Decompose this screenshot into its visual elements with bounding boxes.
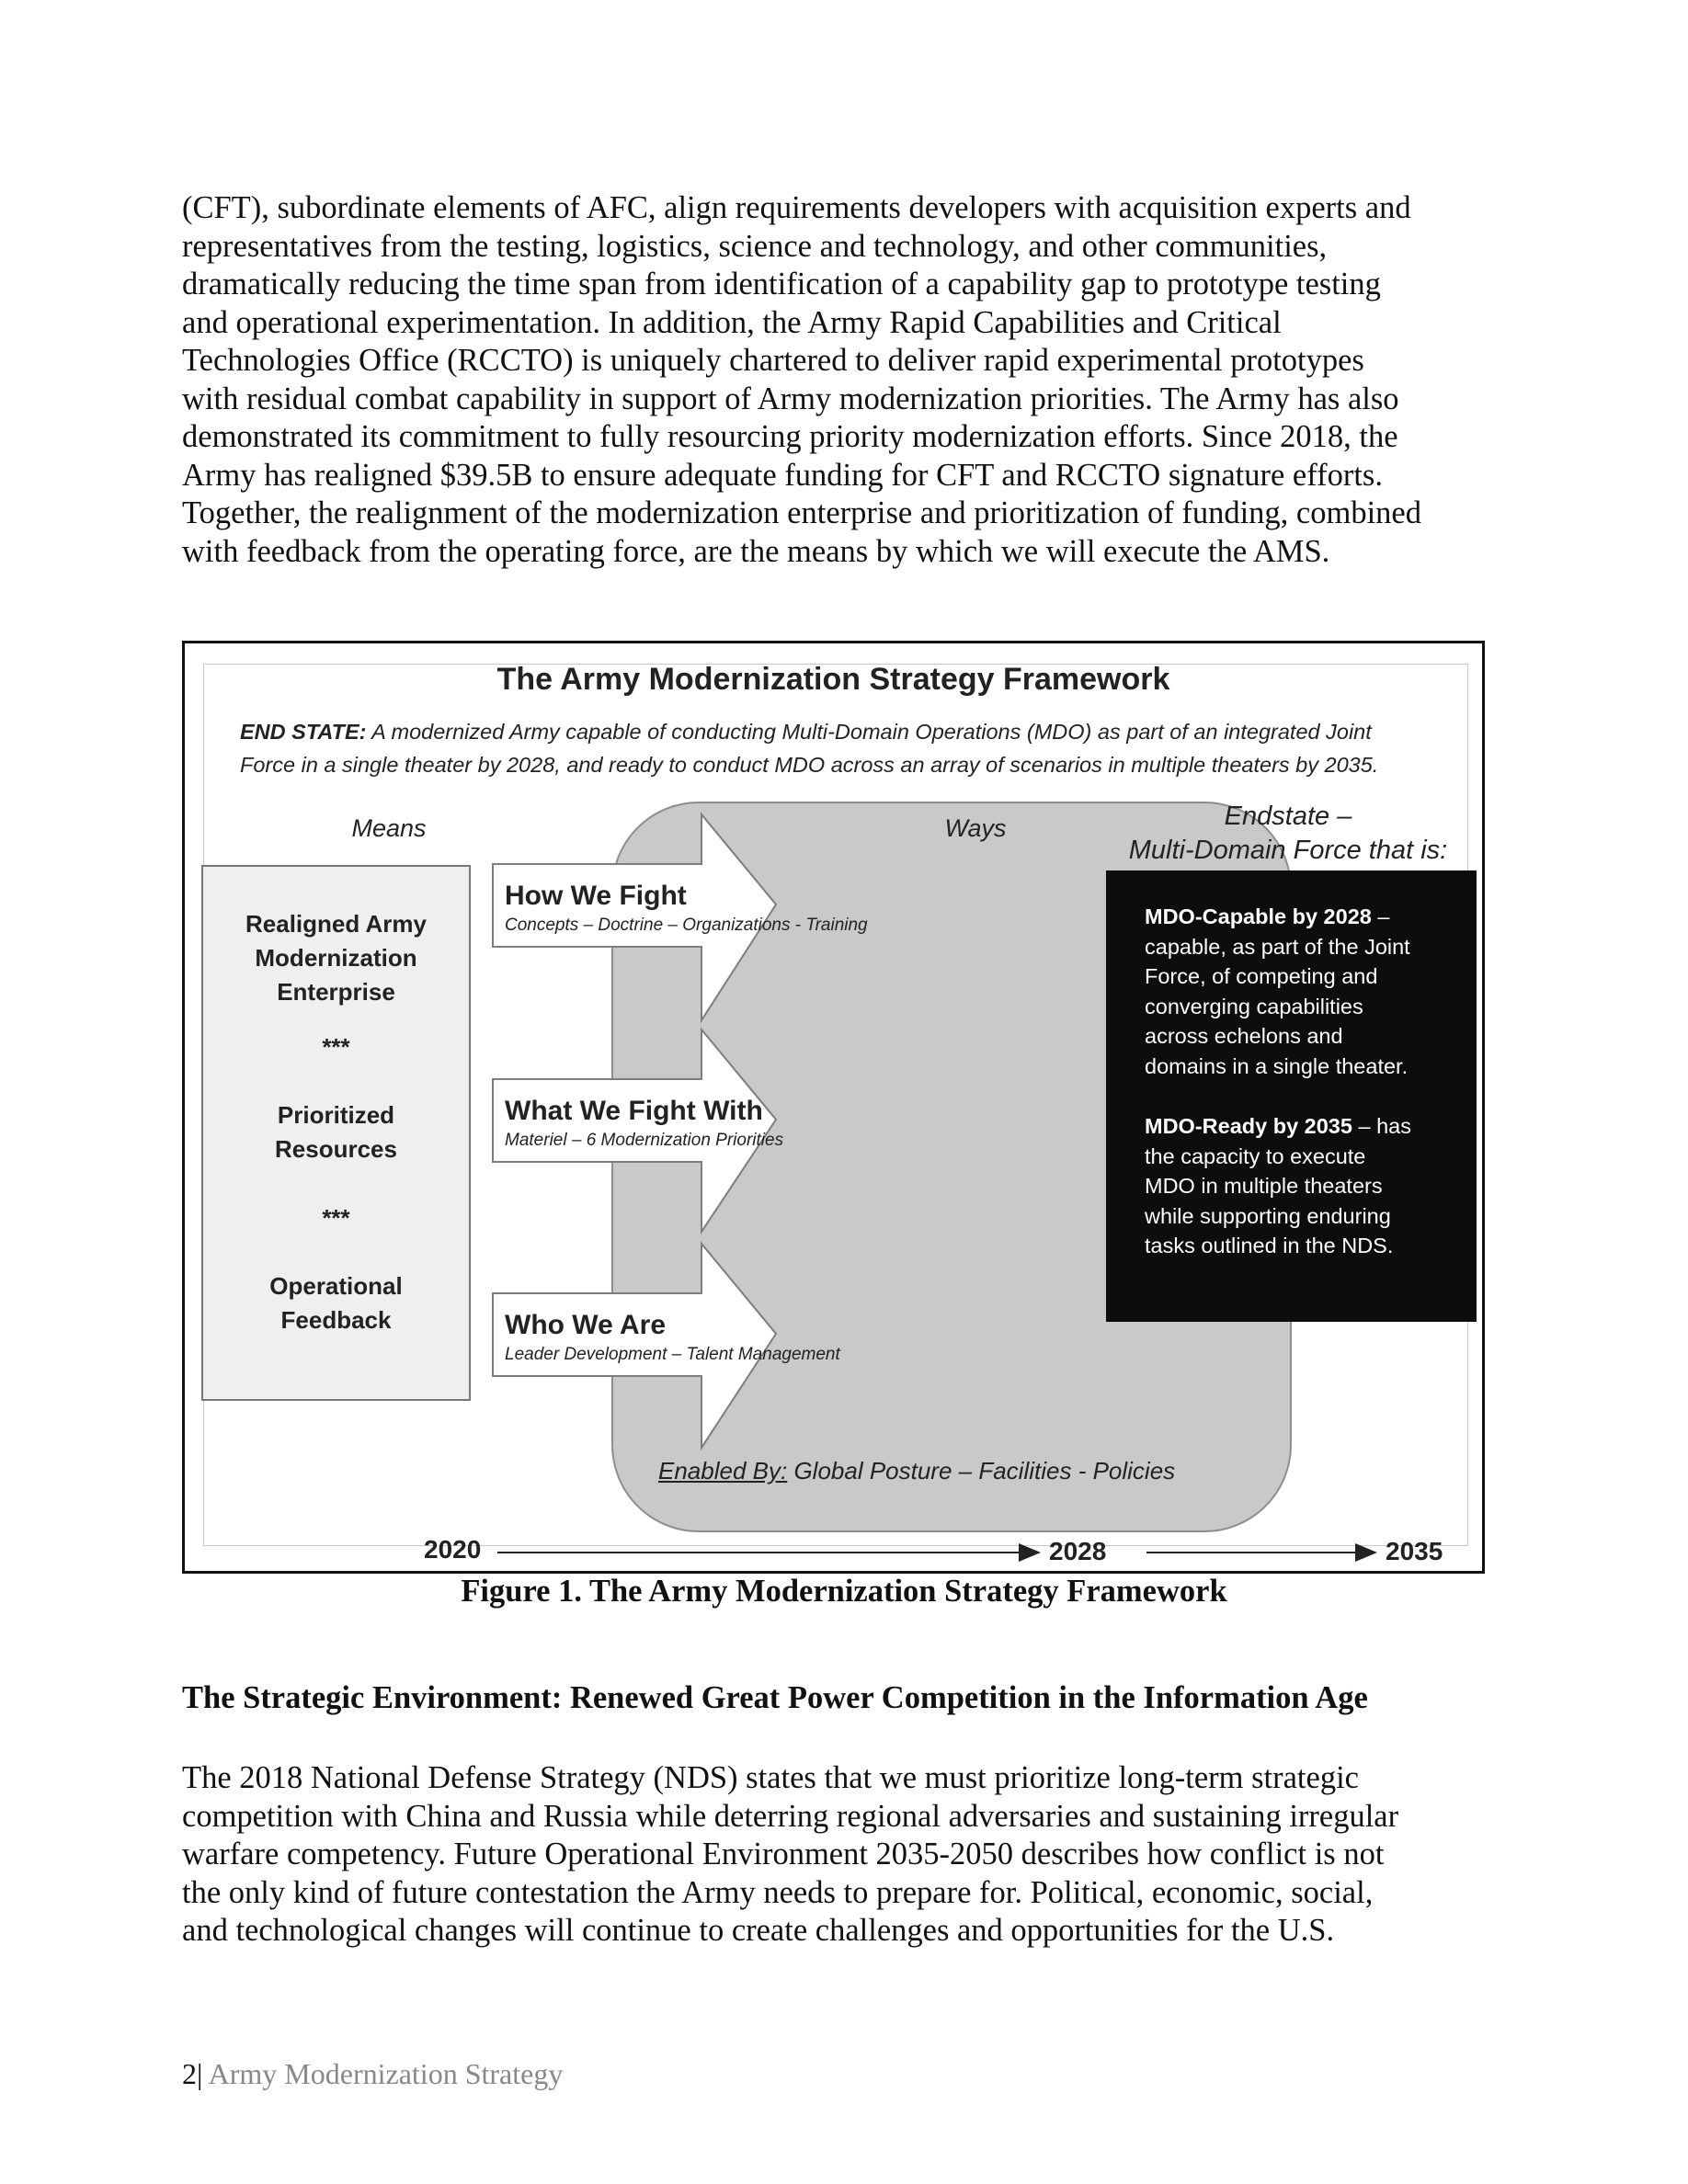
enabled-by-label: Enabled By: xyxy=(658,1457,788,1484)
paragraph-line: (CFT), subordinate elements of AFC, align requirements developers with acquisition experts and xyxy=(182,190,1411,225)
paragraph-line: competition with China and Russia while deterring regional adversaries and sustaining irregular xyxy=(182,1798,1399,1834)
section-paragraph xyxy=(182,1759,1506,1951)
timeline-2028: 2028 xyxy=(1049,1537,1107,1565)
paragraph-line: the only kind of future contestation the Army needs to prepare for. Political, economic, social, xyxy=(182,1874,1374,1910)
way-how-we-fight xyxy=(505,880,868,938)
paragraph-line: The 2018 National Defense Strategy (NDS) states that we must prioritize long-term strategic xyxy=(182,1760,1359,1795)
paragraph-line: Technologies Office (RCCTO) is uniquely chartered to deliver rapid experimental prototypes xyxy=(182,343,1364,378)
paragraph-line: with residual combat capability in support of Army modernization priorities. The Army has also xyxy=(182,381,1399,416)
way-subtitle: Leader Development – Talent Management xyxy=(505,1345,840,1364)
paragraph-line: Together, the realignment of the modernization enterprise and prioritization of funding, combined xyxy=(182,495,1421,530)
footer-title: Army Modernization Strategy xyxy=(202,2057,564,2090)
paragraph-line: with feedback from the operating force, are the means by which we will execute the AMS. xyxy=(182,533,1330,569)
mdo-capable-dash: – xyxy=(1371,904,1390,928)
way-who-we-are xyxy=(505,1309,840,1368)
way-subtitle: Materiel – 6 Modernization Priorities xyxy=(505,1131,784,1150)
endstate-mdo-capable xyxy=(1145,902,1477,1081)
way-title: Who We Are xyxy=(505,1310,667,1340)
means-item-line: Realigned Army xyxy=(245,910,427,938)
mdo-ready-dash: – has xyxy=(1352,1114,1411,1138)
means-separator: *** xyxy=(322,1204,350,1232)
means-separator: *** xyxy=(322,1033,350,1061)
means-item-line: Operational xyxy=(269,1272,403,1300)
way-what-we-fight-with xyxy=(505,1095,783,1154)
means-item-line: Resources xyxy=(275,1135,397,1163)
way-title: How We Fight xyxy=(505,881,687,911)
framework-figure xyxy=(182,641,1485,1574)
endstate-line: while supporting enduring xyxy=(1145,1203,1391,1228)
section-heading: The Strategic Environment: Renewed Great Power Competition in the Information Age xyxy=(182,1680,1368,1715)
means-item-line: Enterprise xyxy=(277,978,395,1006)
way-title: What We Fight With xyxy=(505,1096,763,1126)
end-state-label: END STATE: xyxy=(240,720,367,744)
mdo-ready-title: MDO-Ready by 2035 xyxy=(1145,1114,1352,1138)
endstate-label-line-2: Multi-Domain Force that is: xyxy=(1128,836,1448,865)
end-state-line-2: Force in a single theater by 2028, and ready to conduct MDO across an array of scenarios in multiple theaters by 2035. xyxy=(240,753,1379,777)
enabled-by-text: Global Posture – Facilities - Policies xyxy=(787,1457,1176,1484)
page-footer xyxy=(182,2057,563,2091)
paragraph-line: demonstrated its commitment to fully resourcing priority modernization efforts. Since 2018, the xyxy=(182,419,1398,454)
paragraph-line: representatives from the testing, logistics, science and technology, and other communities, xyxy=(182,228,1328,264)
endstate-line: converging capabilities xyxy=(1145,994,1363,1018)
enabled-by xyxy=(658,1457,1175,1485)
paragraph-line: and technological changes will continue to create challenges and opportunities for the U.S. xyxy=(182,1913,1335,1948)
endstate-box xyxy=(1106,870,1477,1322)
footer-separator: | xyxy=(197,2057,203,2090)
endstate-line: capable, as part of the Joint xyxy=(1145,934,1410,959)
endstate-mdo-ready xyxy=(1145,1111,1477,1261)
endstate-line: the capacity to execute xyxy=(1145,1143,1366,1168)
way-subtitle: Concepts – Doctrine – Organizations - Training xyxy=(505,916,868,935)
timeline-2020: 2020 xyxy=(424,1535,482,1564)
ways-label: Ways xyxy=(944,814,1007,842)
endstate-line: tasks outlined in the NDS. xyxy=(1145,1234,1394,1257)
means-item-line: Feedback xyxy=(280,1306,392,1334)
timeline-2035: 2035 xyxy=(1386,1537,1443,1565)
paragraph-line: and operational experimentation. In addition, the Army Rapid Capabilities and Critical xyxy=(182,304,1282,340)
endstate-line: across echelons and xyxy=(1145,1024,1343,1048)
means-item-line: Prioritized xyxy=(277,1101,395,1129)
endstate-label-line-1: Endstate – xyxy=(1224,802,1352,831)
page-number: 2 xyxy=(182,2057,197,2090)
paragraph-line: warfare competency. Future Operational Environment 2035-2050 describes how conflict is not xyxy=(182,1837,1385,1871)
intro-paragraph xyxy=(182,189,1506,571)
paragraph-line: Army has realigned $39.5B to ensure adequate funding for CFT and RCCTO signature efforts. xyxy=(182,457,1383,493)
means-label: Means xyxy=(351,814,427,842)
endstate-line: Force, of competing and xyxy=(1145,964,1378,988)
endstate-line: MDO in multiple theaters xyxy=(1145,1174,1383,1198)
mdo-capable-title: MDO-Capable by 2028 xyxy=(1145,904,1372,928)
figure-caption: Figure 1. The Army Modernization Strategy Framework xyxy=(461,1574,1227,1609)
endstate-line: domains in a single theater. xyxy=(1145,1053,1409,1078)
paragraph-line: dramatically reducing the time span from identification of a capability gap to prototype testing xyxy=(182,267,1381,301)
means-item-line: Modernization xyxy=(255,944,417,972)
end-state-line-1: A modernized Army capable of conducting Multi-Domain Operations (MDO) as part of an integrated Joint xyxy=(366,720,1372,744)
figure-title: The Army Modernization Strategy Framework xyxy=(496,662,1170,697)
